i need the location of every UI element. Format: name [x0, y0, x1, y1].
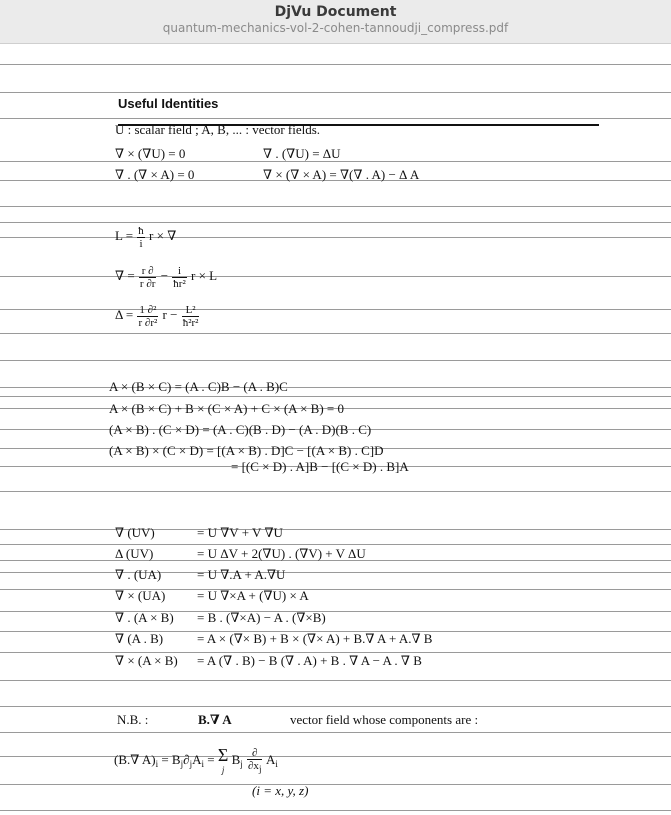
- subscript: i: [275, 759, 278, 769]
- scan-rule: [0, 589, 671, 590]
- window-title: DjVu Document: [274, 4, 397, 20]
- angular-momentum-definition: [115, 224, 176, 250]
- minus-sign: −: [160, 268, 169, 283]
- product-rule-lhs: Δ (UV): [115, 546, 154, 561]
- scan-rule: [0, 333, 671, 334]
- index-range: (i = x, y, z): [252, 783, 309, 798]
- scan-rule: [0, 222, 671, 223]
- product-rule-lhs: ∇ (UV): [115, 525, 155, 540]
- product-rule-rhs: = U ∇V + V ∇U: [197, 525, 283, 540]
- scan-rule: [0, 732, 671, 733]
- product-rule-rhs: = U ∇.A + A.∇U: [197, 567, 286, 582]
- fraction-denominator: r ∂r: [139, 277, 156, 290]
- fraction-numerator: ħ: [138, 224, 144, 237]
- product-rule-rhs: = B . (∇×A) − A . (∇×B): [197, 610, 326, 625]
- fraction-denominator: [247, 760, 262, 775]
- l-rhs: r × ∇: [149, 228, 177, 243]
- scan-rule: [0, 64, 671, 65]
- fraction-denominator: r ∂r²: [138, 316, 158, 329]
- subscript: j: [240, 759, 243, 769]
- fraction-denominator: i: [139, 237, 143, 250]
- product-rule-lhs: ∇ (A . B): [115, 631, 164, 646]
- window-titlebar: [0, 0, 671, 44]
- identity-div-grad: ∇ . (∇U) = ΔU: [263, 146, 341, 161]
- identity-curl-grad: ∇ × (∇U) = 0: [115, 146, 186, 161]
- laplacian-mid: r −: [162, 307, 178, 322]
- product-rule-rhs: = A (∇ . B) − B (∇ . A) + B . ∇ A − A . ∇ B: [197, 653, 422, 668]
- subscript: i: [201, 759, 204, 769]
- scan-rule: [0, 237, 671, 238]
- product-rule-rhs: = U ∇×A + (∇U) × A: [197, 588, 309, 603]
- nb-term: B.∇ A: [198, 712, 232, 727]
- identity-div-curl: ∇ . (∇ × A) = 0: [115, 167, 195, 182]
- summation-sign: Σ: [217, 745, 229, 766]
- intro-line: U : scalar field ; A, B, ... : vector fields.: [115, 122, 321, 137]
- scan-rule: [0, 491, 671, 492]
- angular-fraction: [172, 265, 186, 290]
- product-rule-lhs: ∇ × (UA): [115, 588, 166, 603]
- scan-rule: [0, 387, 671, 388]
- scan-rule: [0, 680, 671, 681]
- identity-quadruple-product: (A × B) × (C × D) = [(A × B) . D]C − [(A × B) . C]D: [109, 443, 384, 458]
- radial-fraction: [139, 265, 157, 290]
- scan-rule: [0, 309, 671, 310]
- identity-binet-cauchy: (A × B) . (C × D) = (A . C)(B . D) − (A . D)(B . C): [109, 422, 372, 437]
- section-heading: Useful Identities: [118, 96, 219, 111]
- document-filename: quantum-mechanics-vol-2-cohen-tannoudji_compress.pdf: [162, 21, 509, 35]
- identity-triple-product: A × (B × C) = (A . C)B − (A . B)C: [109, 379, 288, 394]
- laplacian-lhs: Δ =: [115, 307, 134, 322]
- subscript: j: [180, 759, 184, 769]
- l-lhs: L =: [115, 228, 134, 243]
- scan-rule: [0, 810, 671, 811]
- subscript: i: [155, 759, 159, 769]
- scan-rule: [0, 572, 671, 573]
- component-ai: A: [266, 752, 276, 767]
- hbar-over-i: [137, 225, 145, 250]
- fraction-denominator: ħr²: [173, 277, 186, 290]
- product-rule-rhs: = A × (∇× B) + B × (∇× A) + B.∇ A + A.∇ B: [197, 631, 433, 646]
- identity-quadruple-product-alt: = [(C × D) . A]B − [(C × D) . B]A: [231, 459, 409, 474]
- scan-rule: [0, 529, 671, 530]
- scan-rule: [0, 784, 671, 785]
- subscript: j: [258, 764, 262, 775]
- identity-curl-curl: ∇ × (∇ × A) = ∇(∇ . A) − Δ A: [263, 167, 420, 182]
- nabla-rhs: r × L: [191, 268, 218, 283]
- component-a: A: [192, 752, 202, 767]
- summation: [218, 746, 228, 776]
- denominator-text: ∂x: [248, 760, 259, 773]
- fraction-numerator: L²: [182, 304, 200, 317]
- laplacian-definition: [115, 301, 200, 329]
- fraction-numerator: i: [172, 265, 186, 278]
- component-lhs: (B.∇ A): [114, 752, 156, 767]
- component-b: = B: [161, 752, 181, 767]
- scan-rule: [0, 756, 671, 757]
- component-bj: B: [231, 752, 241, 767]
- nb-description: vector field whose components are :: [290, 712, 479, 727]
- product-rule-lhs: ∇ . (A × B): [115, 610, 174, 625]
- identity-jacobi: A × (B × C) + B × (C × A) + C × (A × B) = 0: [109, 401, 344, 416]
- product-rule-lhs: ∇ × (A × B): [115, 653, 178, 668]
- component-partial: ∂: [183, 752, 190, 767]
- summation-index: j: [221, 765, 225, 776]
- scan-rule: [0, 92, 671, 93]
- fraction-numerator: ∂: [247, 747, 262, 760]
- nabla-definition: [115, 262, 217, 290]
- product-rule-lhs: ∇ . (UA): [115, 567, 162, 582]
- fraction-denominator: ħ²r²: [182, 316, 199, 329]
- scan-rule: [0, 611, 671, 612]
- scan-rule: [0, 396, 671, 397]
- fraction-numerator: 1 ∂²: [139, 303, 157, 316]
- subscript: j: [189, 759, 193, 769]
- fraction-numerator: r ∂: [139, 265, 157, 278]
- nb-label: N.B. :: [117, 712, 149, 727]
- scan-rule: [0, 360, 671, 361]
- scan-rule: [0, 544, 671, 545]
- product-rule-rhs: = U ΔV + 2(∇U) . (∇V) + V ΔU: [197, 546, 366, 561]
- l-squared-fraction: [182, 304, 200, 329]
- nabla-lhs: ∇ =: [115, 268, 135, 283]
- scan-rule: [0, 118, 671, 119]
- scan-rule: [0, 206, 671, 207]
- scan-rule: [0, 706, 671, 707]
- component-formula: [114, 742, 278, 782]
- radial-second-derivative-fraction: [137, 304, 158, 329]
- partial-derivative-fraction: [247, 747, 262, 775]
- scan-rule: [0, 276, 671, 277]
- equals-sign: =: [207, 752, 215, 767]
- document-page[interactable]: [0, 44, 671, 815]
